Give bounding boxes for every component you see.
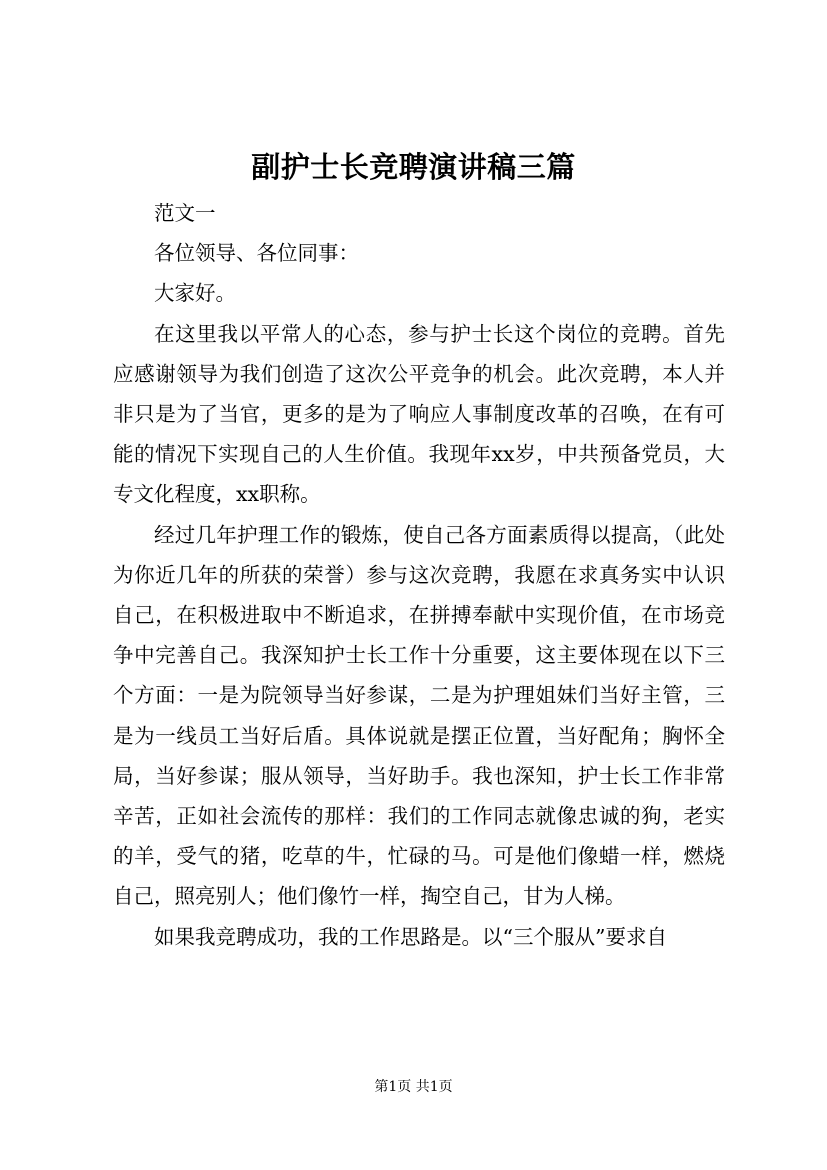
paragraph-greeting: 大家好。 bbox=[154, 281, 236, 306]
paragraph-heading: 范文一 bbox=[154, 201, 216, 225]
paragraph-intro: 在这里我以平常人的心态，参与护士长这个岗位的竞聘。首先应感谢领导为我们创造了这次公平竞争的机会。此次竞聘，本人并非只是为了当官，更多的是为了响应人事制度改革的召唤，在有可能的情况下实现自己的人生价值。我现年xx岁，中共预备党员，大专文化程度，xx职称。 bbox=[113, 321, 725, 507]
paragraph-salutation: 各位领导、各位同事： bbox=[154, 241, 359, 266]
document-body bbox=[113, 193, 725, 957]
page-number-footer: 第1页 共1页 bbox=[374, 1079, 453, 1095]
paragraph-plan: 如果我竞聘成功，我的工作思路是。以“三个服从”要求自 bbox=[154, 924, 667, 949]
document-title: 副护士长竞聘演讲稿三篇 bbox=[251, 150, 576, 184]
paragraph-experience: 经过几年护理工作的锻炼，使自己各方面素质得以提高，（此处为你近几年的所获的荣誉）参与这次竞聘，我愿在求真务实中认识自己，在积极进取中不断追求，在拼搏奉献中实现价值，在市场竞争中完善自己。我深知护士长工作十分重要，这主要体现在以下三个方面：一是为院领导当好参谋，二是为护理姐妹们当好主管，三是为一线员工当好后盾。具体说就是摆正位置，当好配角；胸怀全局，当好参谋；服从领导，当好助手。我也深知，护士长工作非常辛苦，正如社会流传的那样：我们的工作同志就像忠诚的狗，老实的羊，受气的猪，吃草的牛，忙碌的马。可是他们像蜡一样，燃烧自己，照亮别人；他们像竹一样，掏空自己，甘为人梯。 bbox=[113, 522, 725, 909]
